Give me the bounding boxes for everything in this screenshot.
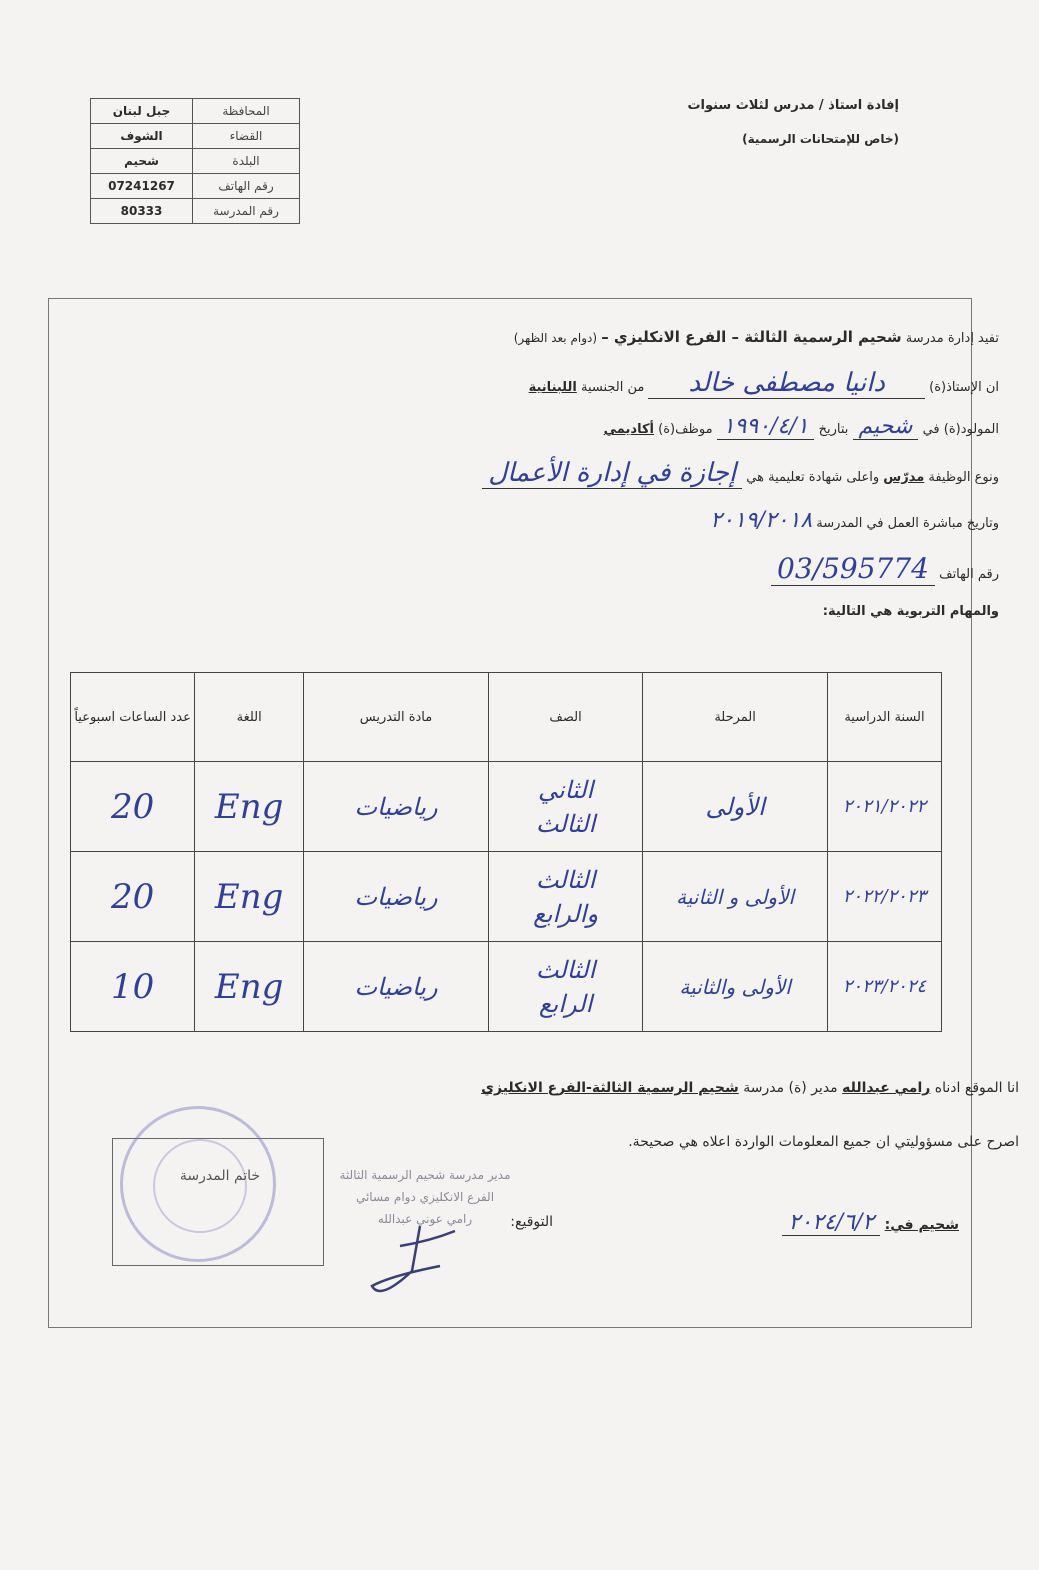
signature-label: التوقيع: (510, 1214, 553, 1230)
director-stamp-text: مدير مدرسة شحيم الرسمية الثالثة الفرع الانكليزي دوام مسائي رامي عوني عبدالله (339, 1168, 511, 1226)
teacher-name: دانيا مصطفى خالد (648, 368, 925, 399)
info-row: المحافظة جبل لبنان (91, 99, 300, 124)
phone-line: رقم الهاتف 03/595774 (771, 552, 999, 585)
phone: 03/595774 (771, 552, 935, 586)
signer-line: انا الموقع ادناه رامي عبدالله مدير (ة) مدرسة شحيم الرسمية الثالثة-الفرع الانكليزي (481, 1080, 1019, 1096)
degree: إجازة في إدارة الأعمال (482, 458, 742, 489)
job-line: ونوع الوظيفة مدرّس واعلى شهادة تعليمية هي إجازة في إدارة الأعمال (482, 458, 999, 488)
stamp-label: خاتم المدرسة (179, 1168, 261, 1184)
school-name: شحيم الرسمية الثالثة – الفرع الانكليزي – (601, 328, 902, 346)
start-date: ٢٠١٩/٢٠١٨ (710, 508, 813, 533)
table-row: ٢٠٢١/٢٠٢٢ الأولى الثاني الثالث رياضيات Eng 20 (71, 762, 942, 852)
declaration: اصرح على مسؤوليتي ان جميع المعلومات الواردة اعلاه هي صحيحة. (628, 1134, 1019, 1150)
employee-type: أكاديمي (603, 422, 654, 437)
duties-table (70, 672, 942, 1032)
school-info-table (90, 98, 300, 224)
job: مدرّس (883, 470, 925, 485)
info-row: رقم الهاتف 07241267 (91, 174, 300, 199)
table-row: ٢٠٢٣/٢٠٢٤ الأولى والثانية الثالث الرابع رياضيات Eng 10 (71, 942, 942, 1032)
shift: (دوام بعد الظهر) (513, 331, 598, 345)
info-row: البلدة شحيم (91, 149, 300, 174)
school-stamp (120, 1106, 276, 1262)
intro-line: تفيد إدارة مدرسة شحيم الرسمية الثالثة – الفرع الانكليزي – (دوام بعد الظهر) (513, 328, 999, 346)
info-row: رقم المدرسة 80333 (91, 199, 300, 224)
info-row: القضاء الشوف (91, 124, 300, 149)
signature-scribble (360, 1216, 480, 1306)
school-full-name: شحيم الرسمية الثالثة-الفرع الانكليزي (481, 1080, 739, 1096)
nationality: اللبنانية (528, 380, 577, 395)
document-subtitle: (خاص للإمتحانات الرسمية) (742, 132, 899, 146)
place-date-line: شحيم في: ٢٠٢٤/٦/٢ (782, 1210, 959, 1235)
birth-date: ١٩٩٠/٤/١ (717, 414, 815, 440)
start-line: وتاريخ مباشرة العمل في المدرسة ٢٠١٩/٢٠١٨ (710, 508, 999, 533)
teacher-line: ان الإستاذ(ة) دانيا مصطفى خالد من الجنسية اللبنانية (528, 368, 999, 398)
duties-label: والمهام التربوية هي التالية: (822, 604, 999, 619)
table-header-row: السنة الدراسية المرحلة الصف مادة التدريس اللغة عدد الساعات اسبوعياً (71, 673, 942, 762)
birth-line: المولود(ة) في شحيم بتاريخ ١٩٩٠/٤/١ موظف(ة) أكاديمي (603, 414, 999, 439)
birth-place: شحيم (853, 414, 919, 440)
table-row: ٢٠٢٢/٢٠٢٣ الأولى و الثانية الثالث والرابع رياضيات Eng 20 (71, 852, 942, 942)
sign-date: ٢٠٢٤/٦/٢ (782, 1210, 880, 1236)
document-title: إفادة استاذ / مدرس لثلاث سنوات (687, 98, 899, 113)
director-name: رامي عبدالله (842, 1080, 931, 1096)
